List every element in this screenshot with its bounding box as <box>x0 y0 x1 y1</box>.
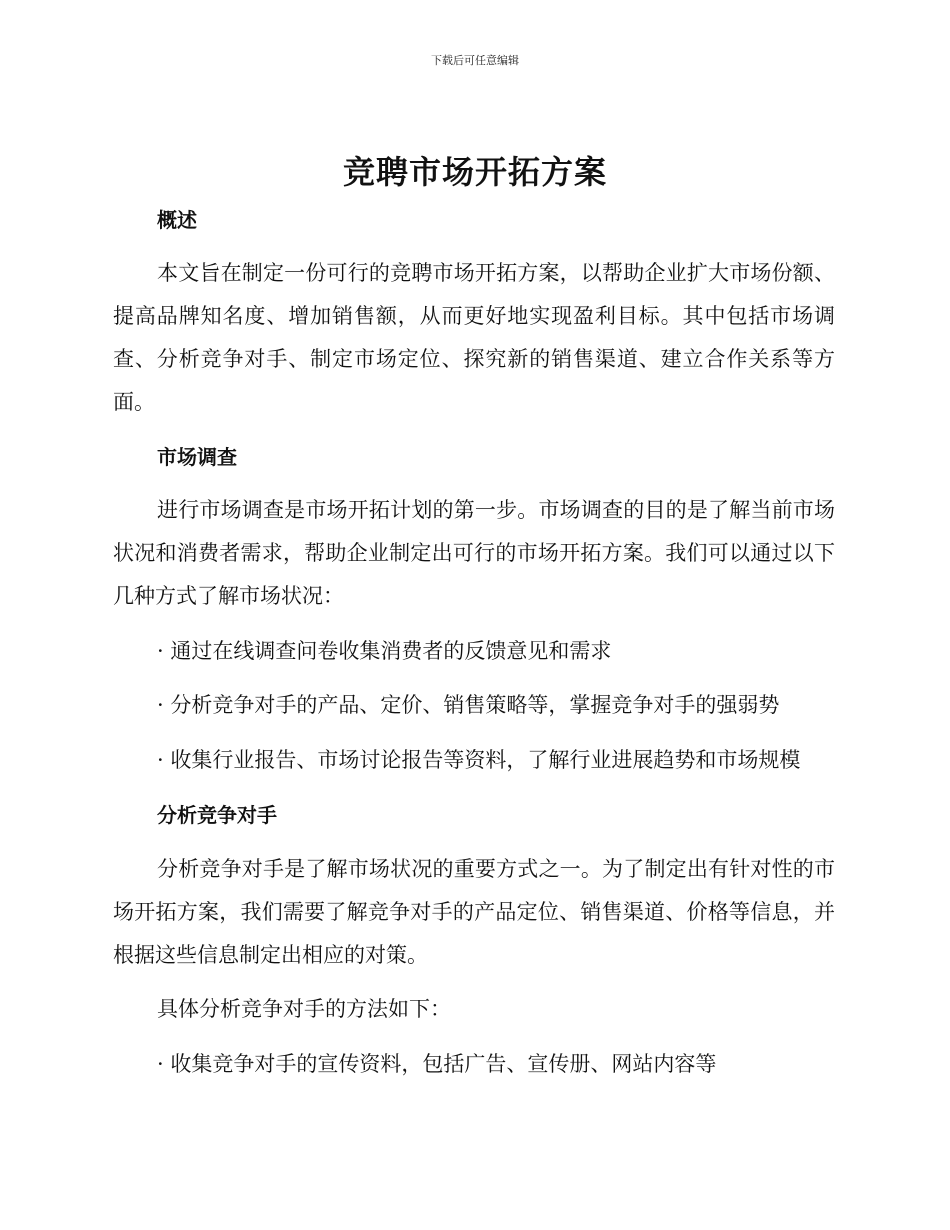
paragraph-method-intro: 具体分析竞争对手的方法如下： <box>157 997 451 1021</box>
bullet-item: · 收集行业报告、市场讨论报告等资料，了解行业进展趋势和市场规模 <box>157 748 801 772</box>
bullet-item: · 分析竞争对手的产品、定价、销售策略等，掌握竞争对手的强弱势 <box>157 693 780 717</box>
heading-competitor-analysis: 分析竞争对手 <box>157 803 277 827</box>
heading-market-research: 市场调查 <box>157 445 237 469</box>
header-note: 下载后可任意编辑 <box>431 54 519 67</box>
paragraph-overview: 本文旨在制定一份可行的竞聘市场开拓方案，以帮助企业扩大市场份额、提高品牌知名度、增加销售额，从而更好地实现盈利目标。其中包括市场调查、分析竞争对手、制定市场定位、探究新的销售渠道、建立合作关系等方面。 <box>113 261 835 414</box>
paragraph-competitor-analysis: 分析竞争对手是了解市场状况的重要方式之一。为了制定出有针对性的市场开拓方案，我们需要了解竞争对手的产品定位、销售渠道、价格等信息，并根据这些信息制定出相应的对策。 <box>113 857 835 967</box>
document-title: 竞聘市场开拓方案 <box>342 153 607 191</box>
heading-overview: 概述 <box>157 208 197 232</box>
paragraph-market-research: 进行市场调查是市场开拓计划的第一步。市场调查的目的是了解当前市场状况和消费者需求，帮助企业制定出可行的市场开拓方案。我们可以通过以下几种方式了解市场状况： <box>113 498 835 608</box>
bullet-item: · 通过在线调查问卷收集消费者的反馈意见和需求 <box>157 639 612 663</box>
bullet-item: · 收集竞争对手的宣传资料，包括广告、宣传册、网站内容等 <box>157 1052 717 1076</box>
